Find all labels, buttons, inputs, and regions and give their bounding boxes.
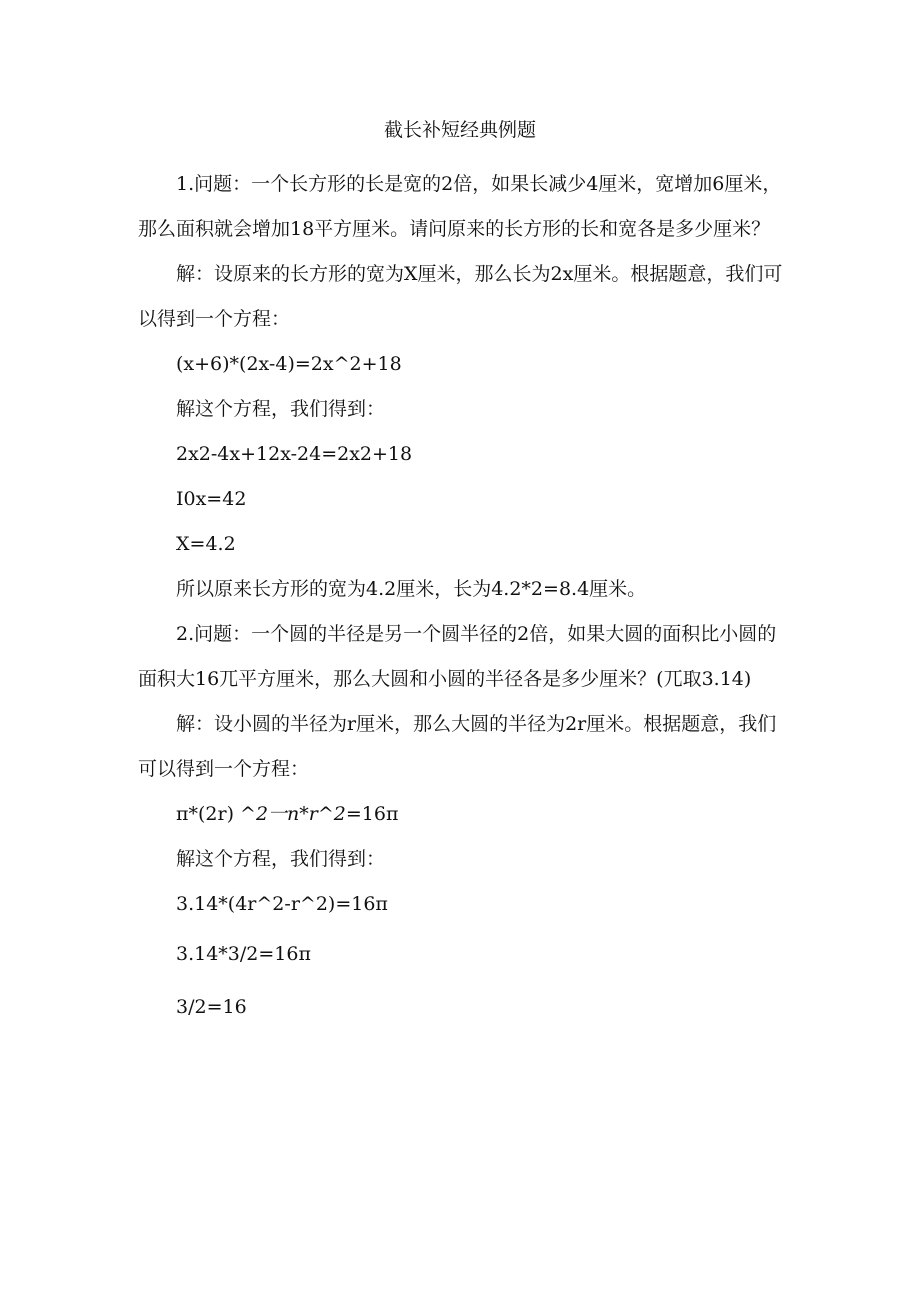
problem-2-equation-part-1: π*(2r) bbox=[176, 803, 234, 825]
problem-2-step-3: 3/2=16 bbox=[176, 996, 247, 1018]
problem-1-solve-text: 解这个方程，我们得到： bbox=[176, 398, 386, 420]
problem-2-step-2: 3.14*3/2=16π bbox=[176, 943, 311, 965]
problem-2-equation bbox=[138, 792, 788, 837]
document-body bbox=[138, 162, 788, 1030]
problem-1-step-3: X=4.2 bbox=[176, 533, 236, 555]
problem-2-solve-text: 解这个方程，我们得到： bbox=[176, 848, 386, 870]
problem-2-equation-part-3: =16π bbox=[345, 803, 399, 825]
problem-1-solution-intro: 解：设原来的长方形的宽为X厘米，那么长为2x厘米。根据题意，我们可以得到一个方程： bbox=[138, 263, 783, 330]
problem-2-step-1: 3.14*(4r^2-r^2)=16π bbox=[176, 893, 388, 915]
problem-1-question: 1.问题：一个长方形的长是宽的2倍，如果长减少4厘米，宽增加6厘米，那么面积就会增加18平方厘米。请问原来的长方形的长和宽各是多少厘米？ bbox=[138, 173, 782, 240]
problem-1-equation: (x+6)*(2x-4)=2x^2+18 bbox=[176, 353, 402, 375]
problem-1-step-1: 2x2-4x+12x-24=2x2+18 bbox=[176, 443, 413, 465]
problem-2-equation-part-2: ^2一n*r^2 bbox=[240, 803, 346, 825]
problem-2-question: 2.问题：一个圆的半径是另一个圆半径的2倍，如果大圆的面积比小圆的面积大16兀平方厘米，那么大圆和小圆的半径各是多少厘米？(兀取3.14) bbox=[138, 623, 777, 690]
problem-2-solution-intro: 解：设小圆的半径为r厘米，那么大圆的半径为2r厘米。根据题意，我们可以得到一个方程： bbox=[138, 713, 777, 780]
problem-1-step-2: I0x=42 bbox=[176, 488, 247, 510]
problem-1-answer: 所以原来长方形的宽为4.2厘米，长为4.2*2=8.4厘米。 bbox=[176, 578, 647, 600]
document-title: 截长补短经典例题 bbox=[383, 119, 536, 141]
